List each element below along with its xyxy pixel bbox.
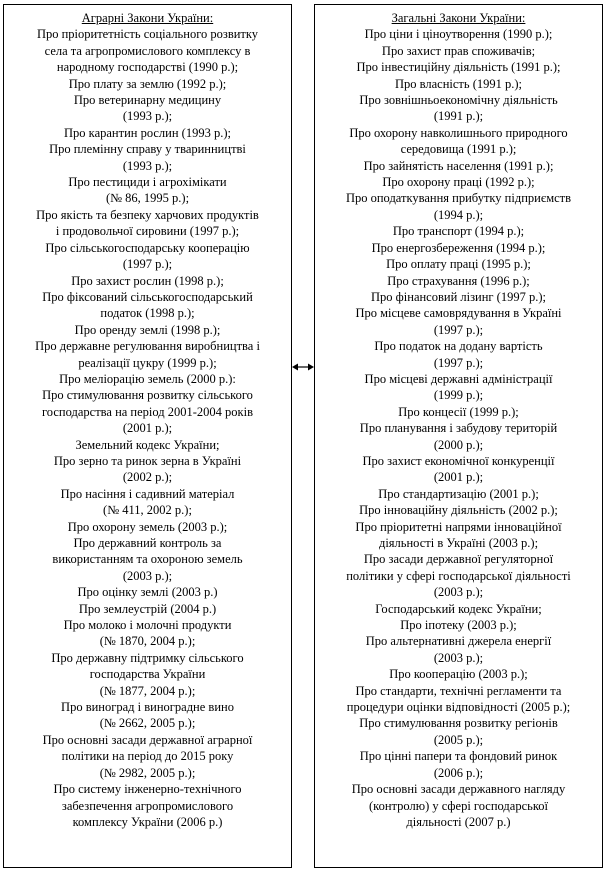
law-item-line: (2003 р.); — [122, 568, 173, 583]
law-item-line: (2002 р.); — [122, 470, 173, 485]
law-item-line: забезпечення агропромислового — [61, 798, 234, 813]
law-item-line: Про пріоритетність соціального розвитку — [36, 27, 259, 42]
law-item-line: Про концесії (1999 р.); — [398, 404, 519, 419]
law-item-line: Про фінансовий лізинг (1997 р.); — [371, 289, 546, 304]
law-item-line: (2001 р.); — [433, 470, 484, 485]
law-item-line: Про сільськогосподарську кооперацію — [45, 240, 250, 255]
law-item-line: (2000 р.); — [433, 437, 484, 452]
law-item-line: Про фіксований сільськогосподарський — [42, 289, 253, 304]
agrarian-laws-box — [3, 4, 292, 868]
law-item-line: Про захист економічної конкуренції — [362, 453, 555, 468]
law-item-line: Про пріоритетні напрями інноваційної — [355, 519, 562, 534]
law-item-line: Про карантин рослин (1993 р.); — [64, 125, 231, 140]
law-item-line: (1993 р.); — [122, 109, 173, 124]
law-item-line: Про ветеринарну медицину — [73, 93, 222, 108]
law-item-line: Про державне регулювання виробництва і — [35, 339, 260, 354]
law-item-line: (№ 411, 2002 р.); — [103, 503, 192, 518]
law-item-line: Про оцінку землі (2003 р.) — [77, 585, 218, 600]
law-item-line: діяльності (2007 р.) — [406, 814, 511, 829]
agrarian-laws-list — [7, 26, 288, 830]
double-arrow-icon — [292, 362, 314, 372]
law-item-line: Про стимулювання розвитку регіонів — [359, 716, 558, 731]
law-item-line: Про зерно та ринок зерна в Україні — [53, 453, 242, 468]
law-item-line: Про насіння і садивний матеріал — [60, 486, 235, 501]
law-item-line: Про стимулювання розвитку сільського — [42, 388, 253, 403]
law-item-line: Про якість та безпеку харчових продуктів — [36, 207, 259, 222]
law-item-line: Про енергозбереження (1994 р.); — [371, 240, 546, 255]
law-item-line: (1999 р.); — [433, 388, 484, 403]
law-item-line: Про охорону навколишнього природного — [349, 125, 568, 140]
law-item-line: народному господарстві (1990 р.); — [56, 60, 239, 75]
general-laws-box — [314, 4, 603, 868]
law-item-line: Про племінну справу у тваринництві — [49, 142, 246, 157]
law-item-line: (1993 р.); — [122, 158, 173, 173]
law-item-line: (1994 р.); — [433, 207, 484, 222]
law-item-line: Про захист рослин (1998 р.); — [71, 273, 224, 288]
law-item-line: діяльності в Україні (2003 р.); — [378, 536, 539, 550]
law-item-line: (№ 2982, 2005 р.); — [99, 765, 196, 780]
law-item-line: Про оподаткування прибутку підприємств — [345, 191, 572, 206]
law-item-line: Про землеустрій (2004 р.) — [78, 601, 217, 616]
law-item-line: Про засади державної регуляторної — [363, 552, 554, 567]
law-item-line: (1997 р.); — [122, 257, 173, 272]
law-item-line: Про основні засади державної аграрної — [42, 732, 253, 747]
law-item-line: Про стандартизацію (2001 р.); — [378, 486, 539, 501]
law-item-line: (№ 86, 1995 р.); — [105, 191, 190, 206]
law-item-line: господарства на період 2001-2004 років — [41, 404, 254, 419]
law-item-line: Про молоко і молочні продукти — [63, 618, 232, 633]
law-item-line: (2001 р.); — [122, 421, 173, 436]
law-item-line: Про плату за землю (1992 р.); — [68, 76, 227, 91]
law-item-line: політики у сфері господарської діяльності — [346, 568, 571, 583]
law-item-line: Про державну підтримку сільського — [51, 650, 244, 665]
law-item-line: Про інноваційну діяльність (2002 р.); — [359, 503, 558, 518]
law-item-line: (1991 р.); — [433, 109, 484, 124]
law-item-line: Земельний кодекс України; — [75, 437, 220, 452]
law-item-line: Про податок на додану вартість — [374, 339, 543, 354]
law-item-line: податок (1998 р.); — [100, 306, 195, 321]
law-item-line: (№ 2662, 2005 р.); — [99, 716, 196, 731]
law-item-line: Про альтернативні джерела енергії — [365, 634, 552, 649]
law-item-line: використанням та охороною земель — [52, 552, 243, 567]
law-item-line: Господарський кодекс України; — [375, 601, 542, 616]
law-item-line: Про зайнятість населення (1991 р.); — [363, 158, 554, 173]
law-item-line: (контролю) у сфері господарської — [369, 798, 548, 813]
law-item-line: Про оплату праці (1995 р.); — [386, 257, 531, 272]
general-laws-list — [318, 26, 599, 830]
law-item-line: політики на період до 2015 року — [61, 749, 234, 764]
law-item-line: Про охорону праці (1992 р.); — [382, 175, 535, 190]
law-item-line: комплексу України (2006 р.) — [72, 814, 223, 829]
law-item-line: (2006 р.); — [433, 765, 484, 780]
law-item-line: Про систему інженерно-технічного — [53, 782, 242, 797]
law-item-line: села та агропромислового комплексу в — [44, 43, 251, 58]
law-item-line: Про стандарти, технічні регламенти та — [355, 683, 562, 698]
law-item-line: Про місцеве самоврядування в Україні — [355, 306, 562, 321]
law-item-line: Про планування і забудову територій — [359, 421, 558, 436]
general-laws-title: Загальні Закони України: — [391, 11, 526, 25]
law-item-line: Про охорону земель (2003 р.); — [67, 519, 228, 534]
law-item-line: Про страхування (1996 р.); — [387, 273, 530, 288]
law-item-line: Про цінні папери та фондовий ринок — [359, 749, 558, 764]
law-item-line: Про інвестиційну діяльність (1991 р.); — [356, 60, 561, 75]
law-item-line: (1997 р.); — [433, 355, 484, 370]
law-item-line: Про захист прав споживачів; — [381, 43, 536, 58]
law-item-line: (№ 1870, 2004 р.); — [99, 634, 196, 649]
law-item-line: господарства України — [89, 667, 206, 682]
law-item-line: реалізації цукру (1999 р.); — [78, 355, 217, 370]
law-item-line: середовища (1991 р.); — [400, 142, 517, 157]
law-item-line: (1997 р.); — [433, 322, 484, 337]
law-item-line: Про кооперацію (2003 р.); — [389, 667, 528, 682]
law-item-line: (2003 р.); — [433, 585, 484, 600]
law-item-line: (2005 р.); — [433, 732, 484, 747]
law-item-line: і продовольчої сировини (1997 р.); — [55, 224, 240, 239]
law-item-line: Про пестициди і агрохімікати — [68, 175, 227, 190]
law-item-line: Про іпотеку (2003 р.); — [400, 618, 517, 633]
agrarian-laws-title: Аграрні Закони України: — [81, 11, 214, 25]
law-item-line: Про ціни і ціноутворення (1990 р.); — [364, 27, 553, 42]
law-item-line: (2003 р.); — [433, 650, 484, 665]
law-item-line: Про державний контроль за — [73, 536, 222, 550]
law-item-line: Про зовнішньоекономічну діяльність — [359, 93, 558, 108]
law-item-line: (№ 1877, 2004 р.); — [99, 683, 196, 698]
law-item-line: Про власність (1991 р.); — [394, 76, 523, 91]
law-item-line: Про місцеві державні адміністрації — [364, 371, 553, 386]
law-item-line: Про транспорт (1994 р.); — [392, 224, 525, 239]
law-item-line: Про оренду землі (1998 р.); — [74, 322, 221, 337]
law-item-line: Про основні засади державного нагляду — [351, 782, 566, 797]
law-item-line: процедури оцінки відповідності (2005 р.); — [346, 700, 571, 715]
law-item-line: Про виноград і виноградне вино — [61, 700, 234, 715]
law-item-line: Про меліорацію земель (2000 р.): — [59, 371, 236, 386]
